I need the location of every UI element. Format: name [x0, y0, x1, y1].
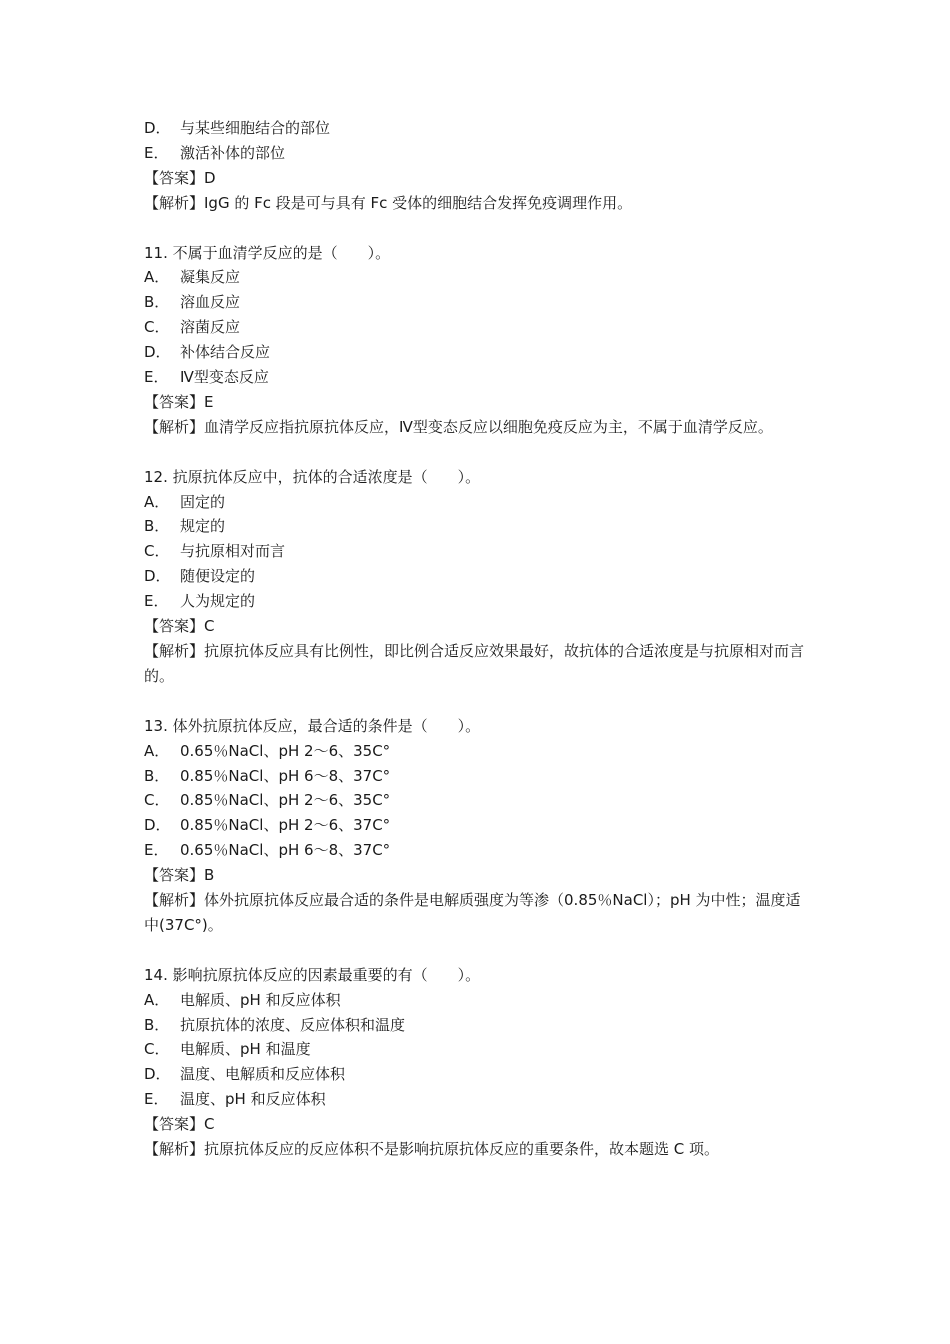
answer: 【答案】D: [144, 168, 216, 187]
option-e: E． 激活补体的部位: [144, 143, 286, 162]
option-c: C． 电解质、pH 和温度: [144, 1040, 311, 1059]
option-d: D． 0.85％NaCl、pH 2～6、37C°: [144, 816, 391, 835]
analysis: 【解析】体外抗原抗体反应最合适的条件是电解质强度为等渗（0.85％NaCl）；pH 为中性；温度适中(37C°)。: [144, 891, 801, 934]
analysis: 【解析】抗原抗体反应的反应体积不是影响抗原抗体反应的重要条件，故本题选 C 项。: [144, 1140, 720, 1159]
option-a: A． 固定的: [144, 492, 226, 511]
question-block-10: [144, 116, 814, 216]
option-a: A． 0.65％NaCl、pH 2～6、35C°: [144, 741, 391, 760]
option-c: C． 与抗原相对而言: [144, 542, 286, 561]
question-block-12: [144, 465, 814, 689]
question-stem: 11. 不属于血清学反应的是（ ）。: [144, 243, 391, 262]
option-d: D． 温度、电解质和反应体积: [144, 1065, 346, 1084]
option-e: E． 温度、pH 和反应体积: [144, 1090, 326, 1109]
analysis: 【解析】血清学反应指抗原抗体反应，Ⅳ型变态反应以细胞免疫反应为主，不属于血清学反应。: [144, 417, 773, 436]
option-e: E． 0.65％NaCl、pH 6～8、37C°: [144, 841, 391, 860]
question-stem: 13. 体外抗原抗体反应，最合适的条件是（ ）。: [144, 716, 481, 735]
spacer: [144, 216, 814, 241]
option-b: B． 溶血反应: [144, 293, 241, 312]
spacer: [144, 440, 814, 465]
option-b: B． 规定的: [144, 517, 226, 536]
answer: 【答案】B: [144, 866, 215, 885]
analysis: 【解析】抗原抗体反应具有比例性，即比例合适反应效果最好，故抗体的合适浓度是与抗原相对而言的。: [144, 642, 805, 685]
option-e: E． 人为规定的: [144, 592, 256, 611]
option-d: D． 随便设定的: [144, 567, 256, 586]
option-b: B． 0.85％NaCl、pH 6～8、37C°: [144, 766, 391, 785]
question-block-14: [144, 963, 814, 1162]
option-e: E． Ⅳ型变态反应: [144, 368, 269, 387]
document-page: [144, 116, 814, 1162]
question-block-13: [144, 714, 814, 938]
answer: 【答案】C: [144, 1115, 215, 1134]
option-a: A． 凝集反应: [144, 268, 241, 287]
option-c: C． 0.85％NaCl、pH 2～6、35C°: [144, 791, 391, 810]
option-a: A． 电解质、pH 和反应体积: [144, 990, 341, 1009]
analysis: 【解析】IgG 的 Fc 段是可与具有 Fc 受体的细胞结合发挥免疫调理作用。: [144, 193, 633, 212]
option-c: C． 溶菌反应: [144, 318, 241, 337]
answer: 【答案】E: [144, 392, 214, 411]
question-stem: 14. 影响抗原抗体反应的因素最重要的有（ ）。: [144, 965, 481, 984]
question-block-11: [144, 241, 814, 440]
question-stem: 12. 抗原抗体反应中，抗体的合适浓度是（ ）。: [144, 467, 481, 486]
answer: 【答案】C: [144, 617, 215, 636]
spacer: [144, 938, 814, 963]
option-d: D． 补体结合反应: [144, 343, 271, 362]
option-d: D． 与某些细胞结合的部位: [144, 119, 331, 137]
spacer: [144, 689, 814, 714]
option-b: B． 抗原抗体的浓度、反应体积和温度: [144, 1015, 406, 1034]
